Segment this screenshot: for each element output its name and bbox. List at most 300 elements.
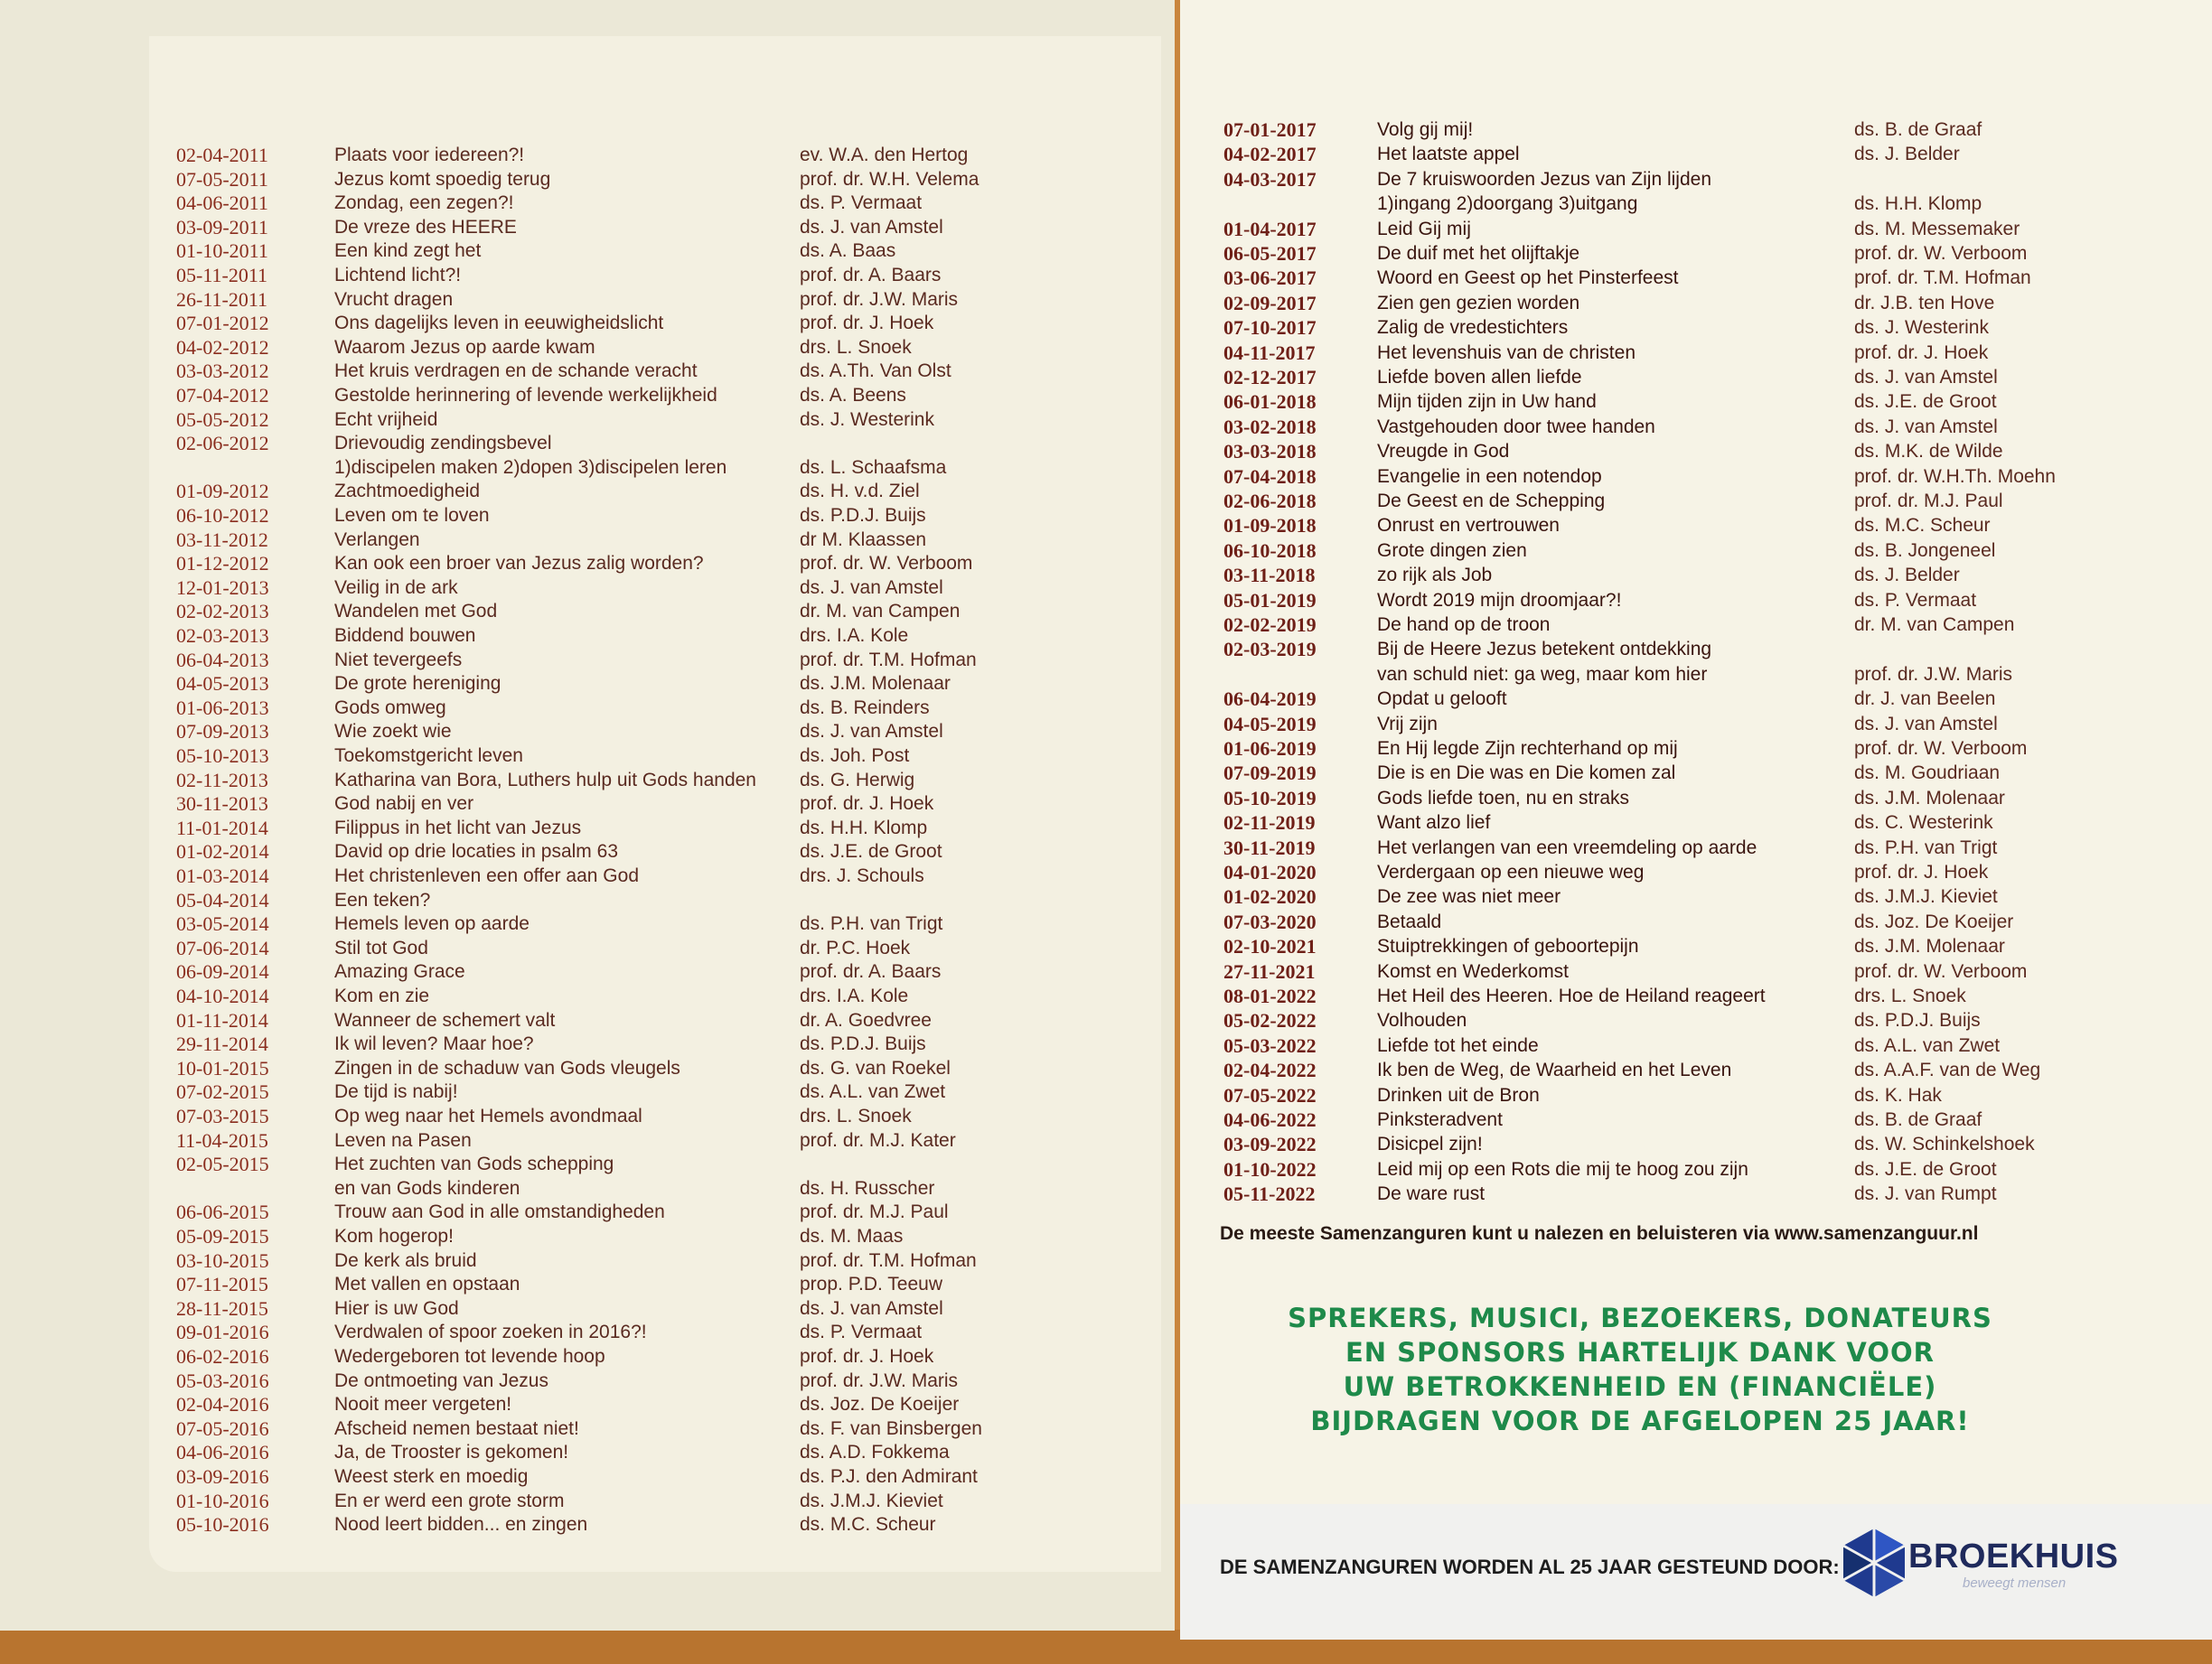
entry-title: Kom hogerop! (334, 1226, 454, 1247)
entry-speaker: ds. J.E. de Groot (1854, 391, 1997, 413)
entry-speaker: ds. A.D. Fokkema (800, 1442, 950, 1463)
entry-date: 07-03-2015 (176, 1105, 269, 1127)
entry-date: 04-10-2014 (176, 985, 269, 1007)
entry-title: De ontmoeting van Jezus (334, 1370, 548, 1391)
entry-speaker: prof. dr. J. Hoek (1854, 862, 1989, 883)
entry-title: Drinken uit de Bron (1377, 1084, 1540, 1106)
entry-speaker: ds. B. de Graaf (1854, 119, 1982, 140)
entry-title: 1)discipelen maken 2)dopen 3)discipelen leren (334, 456, 727, 478)
entry-title: De duif met het olijftakje (1377, 243, 1580, 264)
entry-speaker: ds. J. Westerink (800, 408, 934, 430)
entry-speaker: dr. M. van Campen (800, 601, 961, 622)
entry-speaker: ds. B. Reinders (800, 696, 930, 718)
entry-speaker: ds. H. v.d. Ziel (800, 481, 920, 502)
entry-title: Afscheid nemen bestaat niet! (334, 1417, 579, 1439)
entry-title: Filippus in het licht van Jezus (334, 817, 582, 838)
entry-title: Ik wil leven? Maar hoe? (334, 1033, 534, 1055)
entry-speaker: ds. B. Jongeneel (1854, 539, 1996, 561)
entry-speaker: ds. P.D.J. Buijs (800, 505, 926, 526)
entry-title: De hand op de troon (1377, 614, 1551, 635)
entry-date: 02-09-2017 (1223, 291, 1317, 314)
entry-speaker: prof. dr. M.J. Kater (800, 1129, 956, 1151)
entry-speaker: ds. A.L. van Zwet (800, 1081, 946, 1103)
broekhuis-logo-icon (1842, 1527, 1907, 1599)
entry-title: Gods liefde toen, nu en straks (1377, 787, 1629, 809)
entry-title: De ware rust (1377, 1183, 1486, 1205)
entry-title: Nood leert bidden... en zingen (334, 1514, 588, 1536)
entry-date: 07-10-2017 (1223, 316, 1317, 340)
entry-date: 05-03-2022 (1223, 1033, 1317, 1057)
entry-title: Vreugde in God (1377, 441, 1510, 463)
entry-date: 01-02-2014 (176, 840, 269, 864)
entry-date: 30-11-2019 (1223, 836, 1316, 859)
entry-speaker: ds. Joz. De Koeijer (1854, 911, 2014, 932)
entry-title: van schuld niet: ga weg, maar kom hier (1377, 663, 1708, 685)
entry-speaker: ds. J. Belder (1854, 144, 1960, 165)
entry-date: 05-09-2015 (176, 1225, 269, 1248)
entry-date: 02-11-2013 (176, 768, 268, 791)
entry-title: Volhouden (1377, 1010, 1467, 1032)
entry-date: 28-11-2015 (176, 1296, 268, 1320)
entry-speaker: ds. P. Vermaat (800, 1322, 923, 1343)
entry-speaker: prof. dr. W. Verboom (800, 553, 973, 575)
entry-title: De zee was niet meer (1377, 886, 1561, 908)
entry-speaker: ds. P.H. van Trigt (800, 913, 943, 935)
entry-title: Pinksteradvent (1377, 1109, 1503, 1130)
entry-date: 04-05-2013 (176, 672, 269, 696)
entry-speaker: ds. K. Hak (1854, 1084, 1942, 1106)
entry-date: 06-06-2015 (176, 1201, 269, 1224)
entry-date: 01-11-2014 (176, 1008, 268, 1032)
entry-speaker: ds. A. Beens (800, 385, 906, 406)
entry-date: 03-10-2015 (176, 1248, 269, 1272)
entry-date: 03-09-2022 (1223, 1133, 1317, 1156)
entry-speaker: ds. J. van Amstel (1854, 713, 1998, 734)
entry-speaker: ds. A. Baas (800, 240, 896, 262)
entry-title: Leid mij op een Rots die mij te hoog zou zijn (1377, 1158, 1748, 1180)
entry-speaker: ds. P.H. van Trigt (1854, 837, 1998, 858)
entry-speaker: ds. A.Th. Van Olst (800, 360, 951, 382)
entry-speaker: prof. dr. M.J. Paul (1854, 491, 2003, 511)
entry-speaker: ds. J. van Amstel (800, 216, 943, 238)
entry-date: 01-12-2012 (176, 552, 269, 575)
entry-date: 07-05-2011 (176, 167, 268, 191)
entry-speaker: ds. J.E. de Groot (1854, 1158, 1997, 1180)
entry-speaker: dr. J. van Beelen (1854, 688, 1996, 710)
entry-title: Leid Gij mij (1377, 218, 1471, 239)
entry-title: Leven na Pasen (334, 1129, 472, 1151)
entry-title: Wie zoekt wie (334, 721, 452, 743)
entry-speaker: ds. J.M. Molenaar (1854, 936, 2005, 958)
entry-speaker: ds. P.J. den Admirant (800, 1466, 978, 1487)
entry-title: Zien gen gezien worden (1377, 292, 1580, 313)
entry-speaker: ds. F. van Binsbergen (800, 1417, 982, 1439)
entry-title: Betaald (1377, 911, 1442, 932)
entry-title: Zingen in de schaduw van Gods vleugels (334, 1057, 680, 1079)
entry-date: 06-05-2017 (1223, 242, 1317, 265)
entry-date: 04-03-2017 (1223, 167, 1317, 191)
entry-date: 03-03-2012 (176, 360, 269, 383)
entry-title: Opdat u gelooft (1377, 688, 1507, 710)
entry-date: 02-11-2019 (1223, 811, 1316, 835)
entry-speaker: ds. M.C. Scheur (800, 1514, 936, 1536)
entry-date: 03-09-2016 (176, 1465, 269, 1488)
entry-date: 05-11-2011 (176, 264, 268, 286)
entry-title: Volg gij mij! (1377, 119, 1474, 140)
entry-title: Katharina van Bora, Luthers hulp uit Gods handen (334, 769, 756, 790)
entry-speaker: prof. dr. T.M. Hofman (800, 1249, 977, 1271)
entry-title: Gestolde herinnering of levende werkelijkheid (334, 385, 717, 406)
entry-title: zo rijk als Job (1377, 565, 1493, 586)
entry-title: Vastgehouden door twee handen (1377, 416, 1655, 437)
entry-speaker: ds. J.E. de Groot (800, 841, 942, 863)
entry-speaker: ds. J.M.J. Kieviet (1854, 886, 1998, 908)
entry-title: De vreze des HEERE (334, 216, 517, 238)
entry-speaker: dr. P.C. Hoek (800, 937, 911, 958)
entry-date: 06-04-2019 (1223, 687, 1317, 711)
entry-speaker: ds. J. van Amstel (1854, 367, 1998, 388)
entry-date: 03-05-2014 (176, 912, 269, 936)
entry-speaker: ds. W. Schinkelshoek (1854, 1134, 2035, 1155)
entry-date: 07-06-2014 (176, 936, 269, 959)
entry-speaker: ds. J.M. Molenaar (800, 673, 951, 695)
entry-title: Woord en Geest op het Pinsterfeest (1377, 267, 1679, 289)
entry-title: Echt vrijheid (334, 408, 438, 430)
entry-title: Hemels leven op aarde (334, 913, 530, 935)
entry-date: 04-06-2022 (1223, 1108, 1317, 1131)
entry-title: Verdergaan op een nieuwe weg (1377, 862, 1645, 883)
entry-title: Het kruis verdragen en de schande veracht (334, 360, 698, 382)
entry-date: 26-11-2011 (176, 287, 268, 311)
entry-title: 1)ingang 2)doorgang 3)uitgang (1377, 193, 1638, 215)
entry-speaker: prof. dr. J. Hoek (800, 313, 934, 334)
entry-date: 07-04-2012 (176, 384, 269, 407)
entry-date: 07-04-2018 (1223, 464, 1317, 488)
entry-date: 05-10-2013 (176, 744, 269, 767)
entry-speaker: ds. M. Goudriaan (1854, 762, 2001, 784)
entry-date: 04-02-2017 (1223, 143, 1317, 166)
entry-date: 03-02-2018 (1223, 415, 1317, 438)
entry-date: 04-11-2017 (1223, 341, 1316, 364)
entry-date: 12-01-2013 (176, 575, 269, 599)
entry-title: Het christenleven een offer aan God (334, 865, 639, 886)
entry-title: Het Heil des Heeren. Hoe de Heiland reageert (1377, 986, 1766, 1006)
entry-title: Het levenshuis van de christen (1377, 341, 1636, 363)
entry-speaker: prof. dr. W. Verboom (1854, 960, 2028, 982)
left-page-inner (149, 36, 1161, 1572)
entry-date: 06-04-2013 (176, 648, 269, 671)
entry-title: De kerk als bruid (334, 1249, 477, 1271)
entry-date: 01-10-2022 (1223, 1157, 1317, 1181)
entry-title: Op weg naar het Hemels avondmaal (334, 1106, 642, 1126)
entry-speaker: ds. G. Herwig (800, 769, 915, 790)
sponsor-tagline: beweegt mensen (1963, 1575, 2067, 1591)
entry-title: Gods omweg (334, 696, 446, 718)
entry-date: 01-06-2013 (176, 696, 269, 719)
entry-date: 04-02-2012 (176, 335, 269, 359)
entry-speaker: prof. dr. J.W. Maris (1854, 663, 2013, 685)
entry-title: Kom en zie (334, 986, 430, 1006)
entry-speaker: ds. J. van Amstel (800, 576, 943, 598)
entry-title: Liefde tot het einde (1377, 1034, 1539, 1056)
entry-speaker: dr M. Klaassen (800, 528, 927, 550)
entry-date: 27-11-2021 (1223, 959, 1316, 983)
entry-date: 01-10-2016 (176, 1489, 269, 1512)
entry-title: Ik ben de Weg, de Waarheid en het Leven (1377, 1060, 1732, 1081)
entry-title: Wedergeboren tot levende hoop (334, 1346, 605, 1367)
entry-title: Een kind zegt het (334, 240, 482, 262)
entry-date: 08-01-2022 (1223, 985, 1317, 1007)
entry-title: Stil tot God (334, 937, 428, 958)
entry-date: 06-01-2018 (1223, 390, 1317, 414)
entry-speaker: prof. dr. T.M. Hofman (1854, 267, 2031, 289)
entry-date: 06-10-2018 (1223, 538, 1317, 562)
entry-title: Biddend bouwen (334, 625, 476, 646)
entry-date: 04-01-2020 (1223, 861, 1317, 883)
entry-title: De Geest en de Schepping (1377, 491, 1606, 511)
entry-speaker: ds. J. van Amstel (1854, 416, 1998, 437)
entry-title: Ons dagelijks leven in eeuwigheidslicht (334, 313, 664, 334)
entry-speaker: ds. P. Vermaat (1854, 589, 1977, 611)
entry-date: 03-06-2017 (1223, 266, 1317, 290)
entry-title: Grote dingen zien (1377, 539, 1527, 561)
entry-speaker: prof. dr. J. Hoek (1854, 341, 1989, 363)
entry-title: Bij de Heere Jezus betekent ontdekking (1377, 639, 1712, 660)
entry-date: 01-04-2017 (1223, 217, 1317, 240)
entry-speaker: ds. C. Westerink (1854, 812, 1993, 834)
entry-title: Een teken? (334, 889, 431, 911)
entry-title: Toekomstgericht leven (334, 745, 523, 766)
entry-date: 07-11-2015 (176, 1273, 268, 1296)
entry-speaker: ds. J. Belder (1854, 565, 1960, 586)
entry-date: 02-02-2013 (176, 600, 269, 623)
entry-date: 05-03-2016 (176, 1369, 269, 1392)
thanks-line: EN SPONSORS HARTELIJK DANK VOOR (1345, 1337, 1935, 1368)
entry-speaker: ds. P.D.J. Buijs (1854, 1010, 1981, 1032)
entry-date: 02-02-2019 (1223, 613, 1317, 636)
entry-title: Het laatste appel (1377, 144, 1520, 165)
entry-title: Het zuchten van Gods schepping (334, 1154, 614, 1175)
entry-speaker: dr. A. Goedvree (800, 1009, 932, 1031)
entry-date: 09-01-2016 (176, 1321, 269, 1344)
entry-speaker: drs. L. Snoek (800, 1106, 912, 1126)
entry-title: Niet tevergeefs (334, 649, 463, 670)
sponsor-name: BROEKHUIS (1908, 1538, 2119, 1575)
entry-date: 02-05-2015 (176, 1153, 269, 1176)
entry-speaker: ds. H. Russcher (800, 1177, 935, 1199)
entry-speaker: ds. M.C. Scheur (1854, 515, 1991, 537)
entry-date: 07-01-2012 (176, 312, 269, 335)
entry-title: De tijd is nabij! (334, 1081, 458, 1103)
entry-date: 11-04-2015 (176, 1128, 268, 1152)
entry-speaker: ds. J. Westerink (1854, 317, 1989, 339)
entry-date: 07-09-2019 (1223, 762, 1317, 785)
entry-speaker: ds. H.H. Klomp (800, 817, 928, 838)
entry-title: Verlangen (334, 528, 420, 550)
entry-title: Het verlangen van een vreemdeling op aarde (1377, 837, 1757, 858)
entry-speaker: prof. dr. J.W. Maris (800, 288, 959, 310)
entry-speaker: ds. J. van Amstel (800, 1297, 943, 1319)
thanks-line: SPREKERS, MUSICI, BEZOEKERS, DONATEURS (1288, 1303, 1992, 1333)
entry-speaker: ds. M.K. de Wilde (1854, 441, 2003, 463)
entry-date: 01-06-2019 (1223, 737, 1317, 760)
entry-speaker: ds. M. Maas (800, 1226, 904, 1247)
website-note: De meeste Samenzanguren kunt u nalezen en beluisteren via www.samenzanguur.nl (1220, 1223, 1979, 1244)
entry-date: 02-06-2012 (176, 432, 269, 455)
entry-title: Vrucht dragen (334, 288, 454, 310)
entry-date: 01-02-2020 (1223, 885, 1317, 909)
entry-title: Jezus komt spoedig terug (334, 168, 551, 190)
entry-speaker: dr. J.B. ten Hove (1854, 292, 1995, 313)
entry-date: 06-10-2012 (176, 504, 269, 527)
entry-date: 06-09-2014 (176, 960, 269, 984)
entry-title: Want alzo lief (1377, 812, 1491, 834)
entry-speaker: prof. dr. J. Hoek (800, 793, 934, 815)
entry-date: 02-03-2019 (1223, 638, 1317, 661)
entry-date: 04-06-2016 (176, 1441, 269, 1464)
entry-speaker: ds. H.H. Klomp (1854, 193, 1982, 215)
entry-speaker: ev. W.A. den Hertog (800, 145, 969, 165)
entry-date: 02-04-2011 (176, 144, 268, 166)
entry-date: 05-01-2019 (1223, 588, 1317, 612)
entry-title: en van Gods kinderen (334, 1177, 520, 1199)
entry-speaker: ds. P.D.J. Buijs (800, 1033, 926, 1055)
entry-title: Disicpel zijn! (1377, 1134, 1483, 1155)
entry-speaker: drs. J. Schouls (800, 865, 924, 886)
entry-speaker: prof. dr. W.H. Velema (800, 168, 979, 190)
entry-speaker: ds. A.L. van Zwet (1854, 1034, 2001, 1056)
entry-speaker: prof. dr. J.W. Maris (800, 1370, 959, 1391)
entry-title: Ja, de Trooster is gekomen! (334, 1442, 569, 1463)
entry-speaker: ds. Joz. De Koeijer (800, 1394, 960, 1416)
entry-date: 30-11-2013 (176, 792, 268, 816)
entry-speaker: ds. M. Messemaker (1854, 218, 2020, 239)
entry-date: 10-01-2015 (176, 1056, 269, 1080)
entry-title: Liefde boven allen liefde (1377, 367, 1582, 388)
entry-date: 01-10-2011 (176, 239, 268, 263)
entry-title: Waarom Jezus op aarde kwam (334, 336, 595, 358)
entry-speaker: drs. I.A. Kole (800, 986, 909, 1006)
entry-title: God nabij en ver (334, 793, 474, 815)
entry-date: 01-09-2012 (176, 480, 269, 503)
entry-speaker: prof. dr. W. Verboom (1854, 738, 2028, 759)
entry-title: Verdwalen of spoor zoeken in 2016?! (334, 1322, 647, 1343)
entry-speaker: prof. dr. J. Hoek (800, 1346, 934, 1367)
thanks-line: UW BETROKKENHEID EN (FINANCIËLE) (1343, 1371, 1937, 1402)
entry-date: 06-02-2016 (176, 1345, 269, 1368)
entry-speaker: drs. L. Snoek (1854, 986, 1966, 1006)
entry-title: De grote hereniging (334, 673, 501, 695)
entry-title: Wanneer de schemert valt (334, 1009, 556, 1031)
entry-speaker: dr. M. van Campen (1854, 614, 2015, 635)
entry-speaker: ds. Joh. Post (800, 745, 910, 766)
entry-date: 02-04-2022 (1223, 1059, 1317, 1082)
entry-title: Stuiptrekkingen of geboortepijn (1377, 936, 1639, 958)
entry-title: Kan ook een broer van Jezus zalig worden? (334, 553, 704, 575)
entry-title: Hier is uw God (334, 1297, 459, 1319)
entry-date: 07-03-2020 (1223, 910, 1317, 933)
entry-speaker: prof. dr. A. Baars (800, 961, 942, 983)
entry-speaker: prof. dr. A. Baars (800, 265, 942, 285)
entry-date: 03-11-2018 (1223, 564, 1316, 587)
entry-title: Vrij zijn (1377, 713, 1438, 734)
entry-title: Drievoudig zendingsbevel (334, 433, 552, 454)
entry-date: 02-04-2016 (176, 1393, 269, 1416)
entry-date: 05-05-2012 (176, 407, 269, 431)
entry-title: Zalig de vredestichters (1377, 317, 1569, 339)
entry-date: 07-05-2022 (1223, 1083, 1317, 1107)
entry-date: 01-09-2018 (1223, 514, 1317, 538)
entry-title: En Hij legde Zijn rechterhand op mij (1377, 738, 1678, 759)
entry-title: Plaats voor iedereen?! (334, 145, 525, 165)
entry-title: Komst en Wederkomst (1377, 960, 1570, 982)
entry-speaker: prof. dr. W.H.Th. Moehn (1854, 465, 2056, 487)
entry-date: 02-12-2017 (1223, 366, 1317, 388)
entry-title: Leven om te loven (334, 505, 490, 526)
entry-date: 01-03-2014 (176, 865, 269, 887)
entry-date: 04-06-2011 (176, 192, 268, 215)
entry-speaker: prop. P.D. Teeuw (800, 1274, 942, 1295)
entry-speaker: drs. I.A. Kole (800, 625, 909, 646)
entry-title: Veilig in de ark (334, 576, 458, 598)
entry-speaker: ds. G. van Roekel (800, 1057, 951, 1079)
entry-title: Amazing Grace (334, 961, 465, 983)
sponsor-text: DE SAMENZANGUREN WORDEN AL 25 JAAR GESTEUND DOOR: (1220, 1556, 1840, 1578)
entry-speaker: ds. L. Schaafsma (800, 456, 947, 478)
entry-speaker: prof. dr. M.J. Paul (800, 1201, 949, 1223)
entry-date: 05-11-2022 (1223, 1183, 1316, 1206)
entry-title: Onrust en vertrouwen (1377, 515, 1560, 537)
entry-date: 02-06-2018 (1223, 490, 1317, 512)
entry-speaker: ds. P. Vermaat (800, 192, 923, 214)
entry-date: 02-10-2021 (1223, 935, 1317, 958)
thanks-message (1256, 1301, 2024, 1438)
entry-date: 05-10-2019 (1223, 786, 1317, 809)
entry-speaker: ds. J.M.J. Kieviet (800, 1490, 943, 1511)
entry-speaker: prof. dr. W. Verboom (1854, 243, 2028, 264)
entry-speaker: ds. B. de Graaf (1854, 1109, 1982, 1130)
entry-date: 11-01-2014 (176, 816, 268, 839)
entry-title: Lichtend licht?! (334, 265, 462, 285)
entry-title: Wordt 2019 mijn droomjaar?! (1377, 589, 1622, 611)
entry-title: Nooit meer vergeten! (334, 1394, 512, 1416)
entry-date: 03-03-2018 (1223, 440, 1317, 463)
entry-speaker: ds. A.A.F. van de Weg (1854, 1060, 2041, 1081)
entry-speaker: ds. J. van Rumpt (1854, 1183, 1997, 1205)
entry-title: David op drie locaties in psalm 63 (334, 841, 618, 863)
entry-date: 07-01-2017 (1223, 118, 1317, 141)
entry-date: 07-05-2016 (176, 1416, 269, 1440)
entry-title: En er werd een grote storm (334, 1490, 565, 1511)
entry-title: Trouw aan God in alle omstandigheden (334, 1201, 665, 1223)
entry-date: 03-09-2011 (176, 215, 268, 238)
entry-title: Evangelie in een notendop (1377, 465, 1602, 487)
entry-date: 07-09-2013 (176, 720, 269, 743)
entry-date: 29-11-2014 (176, 1033, 268, 1056)
entry-date: 03-11-2012 (176, 528, 268, 551)
entry-title: De 7 kruiswoorden Jezus van Zijn lijden (1377, 168, 1712, 190)
entry-title: Met vallen en opstaan (334, 1274, 520, 1295)
entry-title: Die is en Die was en Die komen zal (1377, 762, 1676, 784)
entry-speaker: prof. dr. T.M. Hofman (800, 649, 977, 670)
entry-title: Wandelen met God (334, 601, 498, 622)
entry-date: 07-02-2015 (176, 1080, 269, 1104)
entry-date: 05-10-2016 (176, 1513, 269, 1537)
entry-date: 05-02-2022 (1223, 1009, 1317, 1033)
entry-date: 05-04-2014 (176, 888, 269, 911)
entry-date: 04-05-2019 (1223, 712, 1317, 735)
entry-date: 02-03-2013 (176, 624, 269, 647)
